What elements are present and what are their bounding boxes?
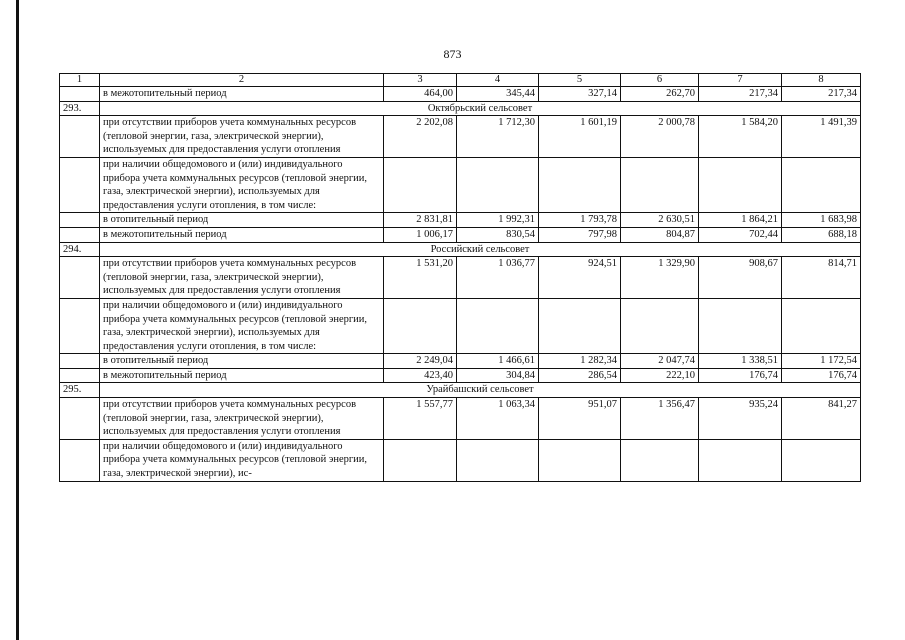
table-row [60,116,861,158]
value-cell: 1 531,20 [384,257,457,299]
value-cell: 814,71 [782,257,861,299]
value-cell: 176,74 [782,368,861,383]
value-cell [539,439,621,481]
value-cell [539,157,621,212]
group-row [60,242,861,257]
value-cell: 908,67 [699,257,782,299]
value-cell [621,157,699,212]
value-cell: 935,24 [699,398,782,440]
value-cell [384,439,457,481]
value-cell: 2 630,51 [621,213,699,228]
row-index [60,298,100,353]
table-body [60,74,861,482]
row-index: 294. [60,242,100,257]
row-index [60,157,100,212]
value-cell: 830,54 [457,227,539,242]
value-cell: 1 329,90 [621,257,699,299]
value-cell: 222,10 [621,368,699,383]
value-cell [782,439,861,481]
table-row [60,354,861,369]
value-cell [384,298,457,353]
row-label: при наличии общедомового и (или) индивидуального прибора учета коммунальных ресурсов (тепловой энергии, газа, электрической энергии), ис- [100,439,384,481]
value-cell: 2 249,04 [384,354,457,369]
row-index: 295. [60,383,100,398]
column-header: 2 [100,74,384,87]
column-header: 7 [699,74,782,87]
row-index: 293. [60,101,100,116]
value-cell [699,298,782,353]
group-title: Российский сельсовет [100,242,861,257]
table-text-row [60,298,861,353]
value-cell: 217,34 [699,87,782,102]
value-cell: 1 466,61 [457,354,539,369]
value-cell [782,157,861,212]
row-index [60,368,100,383]
value-cell: 688,18 [782,227,861,242]
value-cell: 176,74 [699,368,782,383]
table-row [60,87,861,102]
value-cell: 262,70 [621,87,699,102]
value-cell: 1 557,77 [384,398,457,440]
row-label: в отопительный период [100,354,384,369]
value-cell [621,298,699,353]
column-header: 5 [539,74,621,87]
row-index [60,439,100,481]
table-row [60,213,861,228]
value-cell [457,298,539,353]
group-title: Октябрьский сельсовет [100,101,861,116]
value-cell: 841,27 [782,398,861,440]
value-cell: 804,87 [621,227,699,242]
value-cell [782,298,861,353]
row-index [60,398,100,440]
value-cell: 1 356,47 [621,398,699,440]
row-label: при наличии общедомового и (или) индивидуального прибора учета коммунальных ресурсов (тепловой энергии, газа, электрической энергии), используемых для предоставления услуги отопления, в том числе: [100,298,384,353]
value-cell: 1 584,20 [699,116,782,158]
table-row [60,368,861,383]
row-label: в межотопительный период [100,227,384,242]
value-cell [539,298,621,353]
value-cell: 1 338,51 [699,354,782,369]
value-cell: 702,44 [699,227,782,242]
row-index [60,116,100,158]
value-cell [699,439,782,481]
value-cell: 2 000,78 [621,116,699,158]
value-cell: 797,98 [539,227,621,242]
value-cell [621,439,699,481]
value-cell: 2 047,74 [621,354,699,369]
value-cell: 345,44 [457,87,539,102]
row-label: при отсутствии приборов учета коммунальных ресурсов (тепловой энергии, газа, электрической энергии), используемых для предоставления услуги отопления [100,398,384,440]
value-cell: 464,00 [384,87,457,102]
value-cell: 217,34 [782,87,861,102]
table-row [60,227,861,242]
row-index [60,87,100,102]
table-row [60,398,861,440]
binding-edge-line [16,0,19,640]
value-cell [457,157,539,212]
value-cell [384,157,457,212]
column-header: 1 [60,74,100,87]
column-header: 4 [457,74,539,87]
row-label: при отсутствии приборов учета коммунальных ресурсов (тепловой энергии, газа, электрической энергии), используемых для предоставления услуги отопления [100,257,384,299]
value-cell [699,157,782,212]
value-cell: 1 063,34 [457,398,539,440]
value-cell: 1 172,54 [782,354,861,369]
row-label: при наличии общедомового и (или) индивидуального прибора учета коммунальных ресурсов (тепловой энергии, газа, электрической энергии), используемых для предоставления услуги отопления, в том числе: [100,157,384,212]
value-cell: 1 036,77 [457,257,539,299]
value-cell: 1 491,39 [782,116,861,158]
value-cell: 951,07 [539,398,621,440]
group-row [60,383,861,398]
group-title: Урайбашский сельсовет [100,383,861,398]
row-label: в межотопительный период [100,87,384,102]
row-index [60,227,100,242]
value-cell: 2 831,81 [384,213,457,228]
row-index [60,257,100,299]
value-cell: 327,14 [539,87,621,102]
column-number-row [60,74,861,87]
value-cell: 1 793,78 [539,213,621,228]
value-cell: 1 601,19 [539,116,621,158]
value-cell: 2 202,08 [384,116,457,158]
row-index [60,354,100,369]
value-cell: 1 992,31 [457,213,539,228]
row-label: в отопительный период [100,213,384,228]
column-header: 3 [384,74,457,87]
column-header: 6 [621,74,699,87]
row-label: в межотопительный период [100,368,384,383]
value-cell: 1 864,21 [699,213,782,228]
table-text-row [60,157,861,212]
value-cell: 286,54 [539,368,621,383]
column-header: 8 [782,74,861,87]
value-cell: 304,84 [457,368,539,383]
group-row [60,101,861,116]
value-cell: 423,40 [384,368,457,383]
value-cell: 1 282,34 [539,354,621,369]
row-label: при отсутствии приборов учета коммунальных ресурсов (тепловой энергии, газа, электрической энергии), используемых для предоставления услуги отопления [100,116,384,158]
table-row [60,257,861,299]
value-cell: 1 712,30 [457,116,539,158]
page-number: 873 [443,47,462,61]
row-index [60,213,100,228]
tariff-table [59,73,861,482]
value-cell: 924,51 [539,257,621,299]
value-cell: 1 683,98 [782,213,861,228]
value-cell [457,439,539,481]
value-cell: 1 006,17 [384,227,457,242]
table-text-row [60,439,861,481]
